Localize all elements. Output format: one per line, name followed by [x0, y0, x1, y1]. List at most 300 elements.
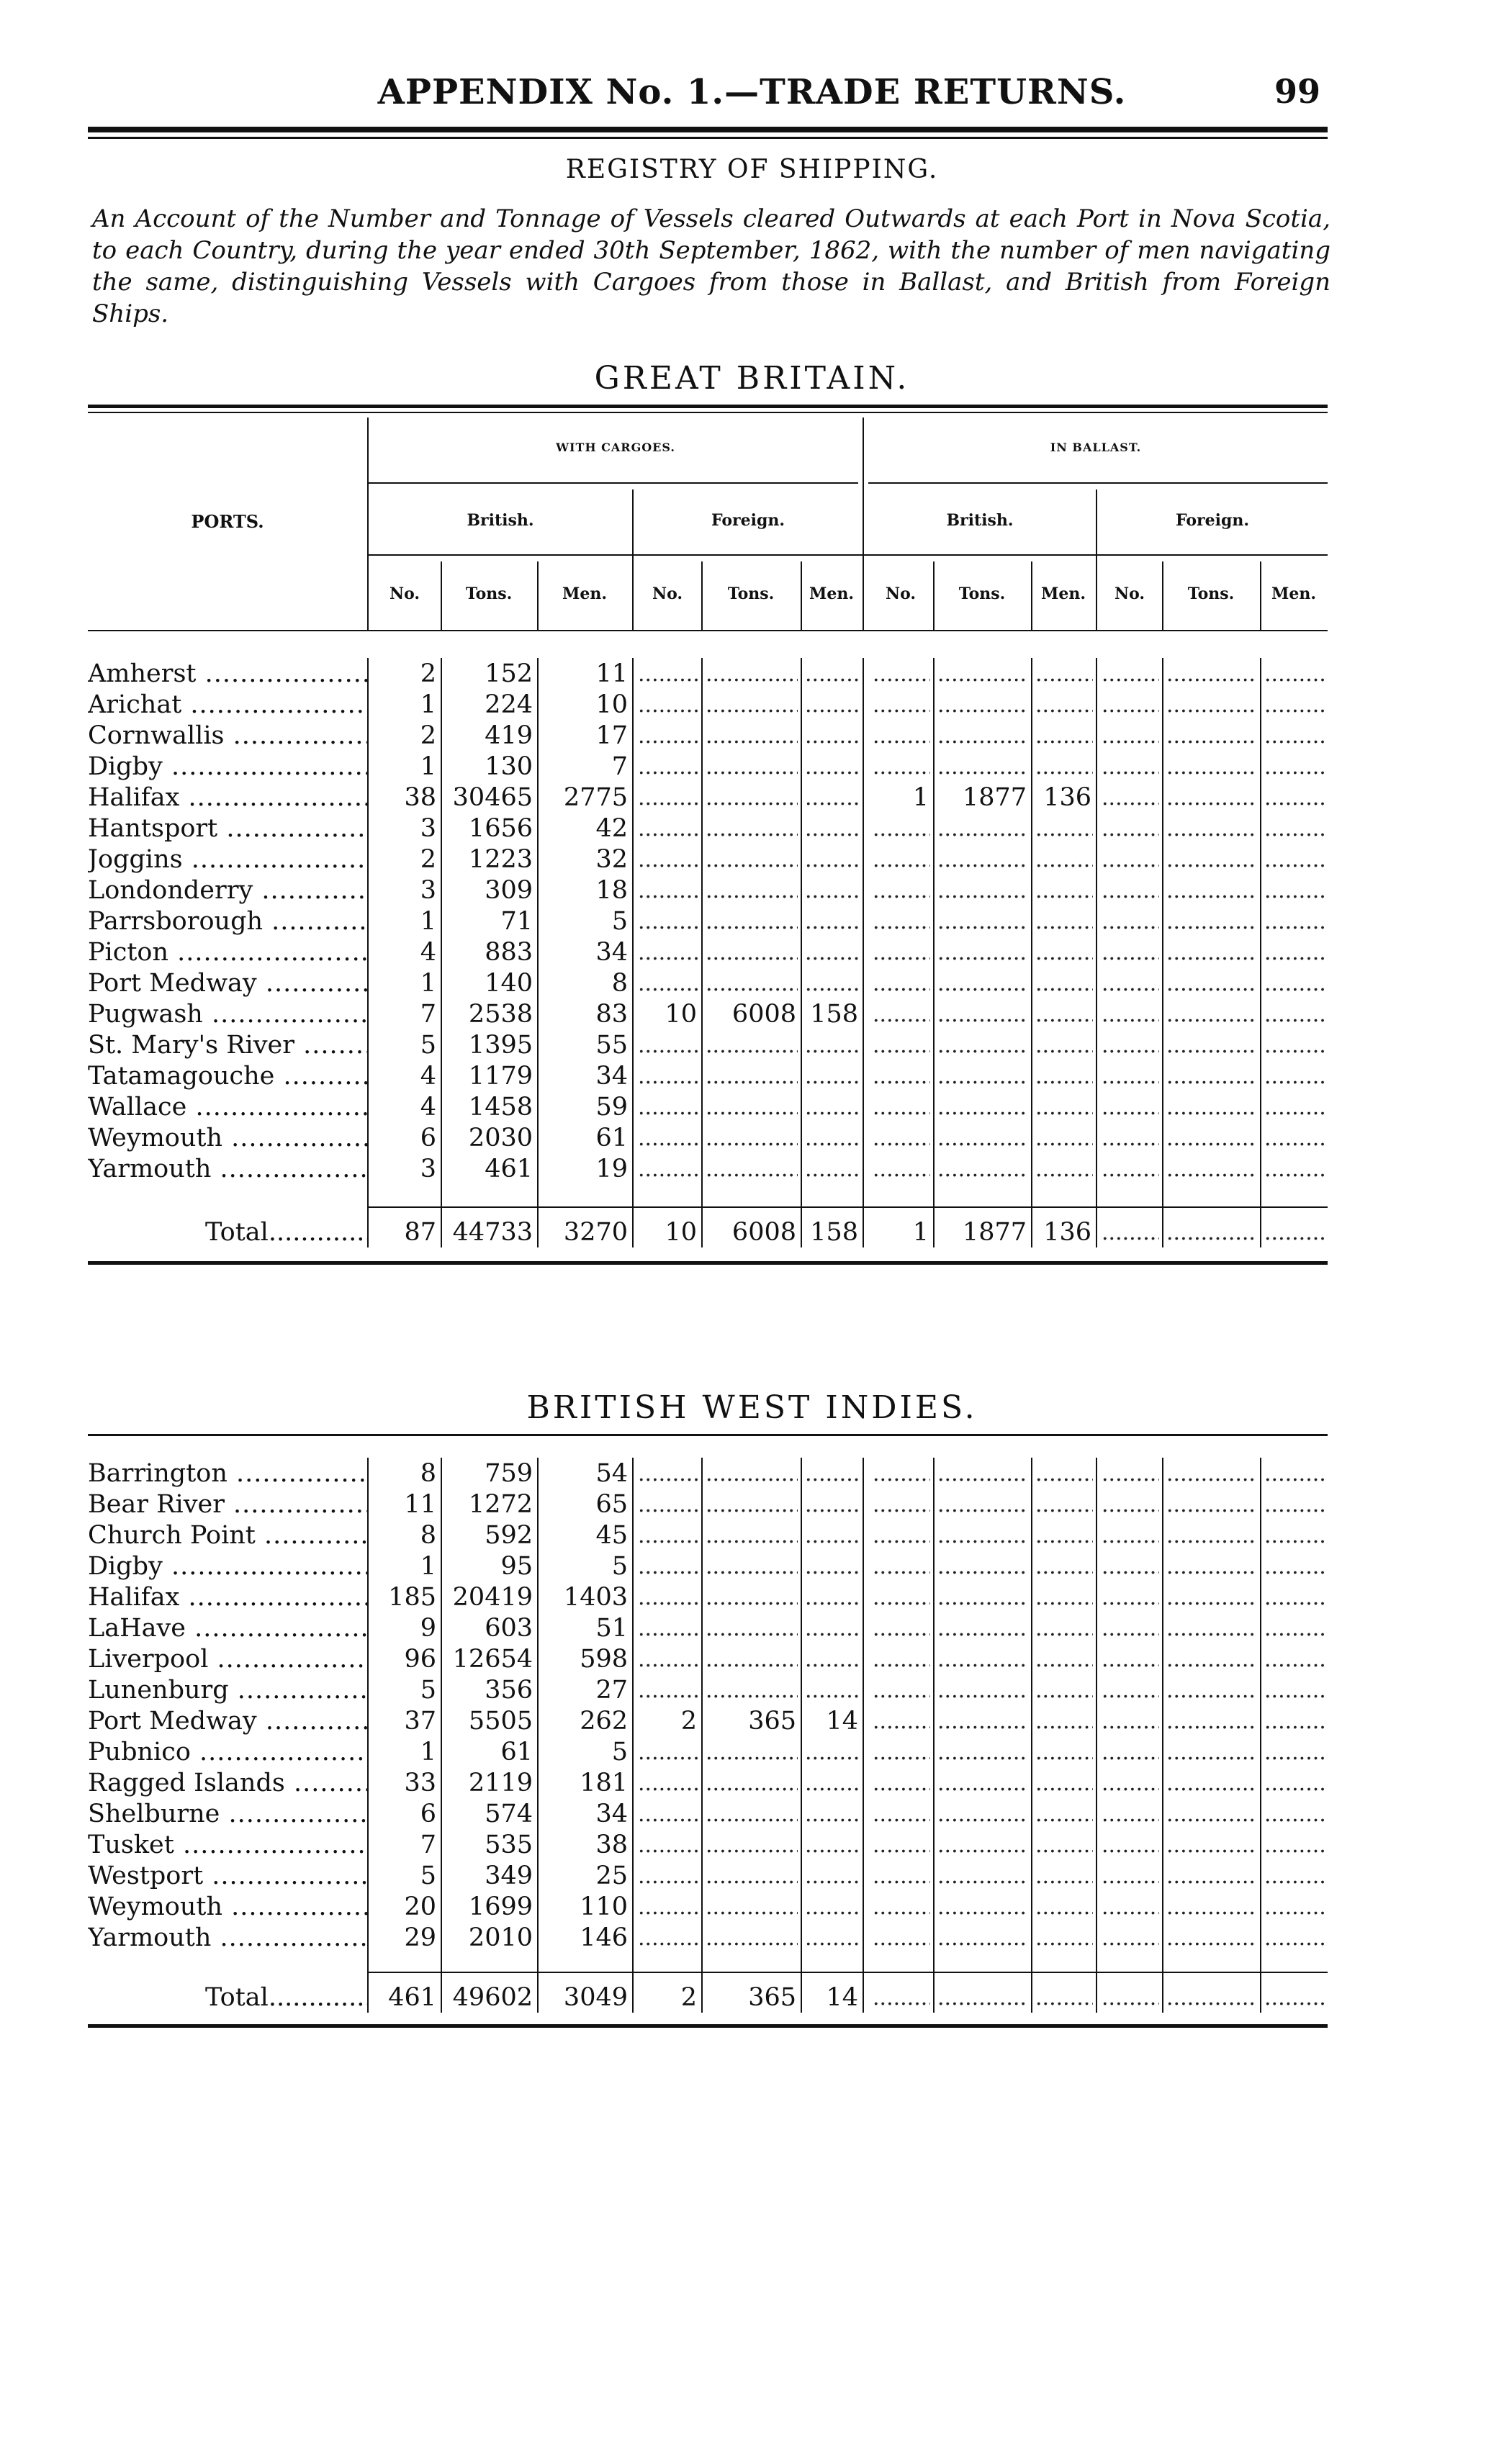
- cell-tons: 140: [485, 969, 533, 998]
- empty-cell-leader: [805, 1153, 860, 1183]
- empty-cell-leader: [638, 751, 698, 781]
- cell-men: 5: [611, 1738, 628, 1766]
- cell-tons: 365: [748, 1707, 796, 1736]
- table-row: [0, 1829, 1504, 1859]
- empty-cell-leader: [1166, 1705, 1257, 1736]
- cell-no: 6: [420, 1124, 436, 1152]
- empty-cell-leader: [1264, 1829, 1325, 1859]
- empty-cell-leader: [1102, 1736, 1159, 1766]
- header-column-rule: [1096, 489, 1097, 630]
- header-rule-thin: [88, 137, 1328, 139]
- cell-men: 34: [595, 938, 628, 967]
- header-bottom-rule: [88, 630, 1328, 631]
- empty-cell-leader: [706, 967, 798, 998]
- empty-cell-leader: [1166, 1982, 1257, 2012]
- empty-cell-leader: [873, 1891, 930, 1921]
- empty-cell-leader: [1166, 1489, 1257, 1519]
- empty-cell-leader: [1166, 1153, 1257, 1183]
- cell-no: 1: [912, 1218, 929, 1247]
- table-row: [0, 906, 1504, 936]
- port-name: Joggins .....: [88, 844, 367, 874]
- cell-men: 18: [595, 876, 628, 905]
- header-cargo-british: British.: [467, 511, 534, 530]
- table-top-rule: [88, 405, 1328, 408]
- empty-cell-leader: [1035, 1153, 1093, 1183]
- empty-cell-leader: [873, 1798, 930, 1828]
- empty-cell-leader: [937, 813, 1028, 843]
- empty-cell-leader: [1264, 1982, 1325, 2012]
- empty-cell-leader: [1035, 1551, 1093, 1581]
- empty-cell-leader: [937, 1091, 1028, 1122]
- empty-cell-leader: [1166, 1612, 1257, 1643]
- empty-cell-leader: [1035, 967, 1093, 998]
- empty-cell-leader: [1035, 1767, 1093, 1797]
- port-name: Digby .....: [88, 751, 367, 781]
- empty-cell-leader: [937, 906, 1028, 936]
- empty-cell-leader: [1035, 1798, 1093, 1828]
- subheader-men: Men.: [1271, 585, 1316, 603]
- cell-tons: 1458: [468, 1093, 533, 1122]
- port-name: Cornwallis .....: [88, 720, 367, 750]
- table-top-rule-thin: [88, 412, 1328, 413]
- header-column-rule: [1162, 561, 1163, 630]
- empty-cell-leader: [937, 875, 1028, 905]
- empty-cell-leader: [706, 1489, 798, 1519]
- cell-no: 1: [420, 907, 436, 936]
- empty-cell-leader: [638, 1520, 698, 1550]
- empty-cell-leader: [638, 1860, 698, 1890]
- empty-cell-leader: [1264, 967, 1325, 998]
- cell-tons: 309: [485, 876, 533, 905]
- cell-no: 2: [680, 1707, 697, 1736]
- empty-cell-leader: [1102, 1458, 1159, 1488]
- empty-cell-leader: [1102, 967, 1159, 998]
- table-row: [0, 1643, 1504, 1674]
- empty-cell-leader: [1264, 782, 1325, 812]
- cell-tons: 30465: [452, 783, 533, 812]
- port-name: Pugwash .....: [88, 998, 367, 1029]
- port-name: St. Mary's River .....: [88, 1029, 367, 1060]
- empty-cell-leader: [805, 1029, 860, 1060]
- cell-tons: 574: [485, 1800, 533, 1828]
- table-row: [0, 967, 1504, 998]
- cell-no: 1: [420, 690, 436, 719]
- cell-no: 11: [404, 1490, 436, 1519]
- cell-no: 4: [420, 938, 436, 967]
- header-column-rule: [441, 561, 442, 630]
- empty-cell-leader: [638, 1029, 698, 1060]
- empty-cell-leader: [706, 1860, 798, 1890]
- cell-men: 3049: [563, 1983, 628, 2012]
- port-name: Londonderry .....: [88, 875, 367, 905]
- table-row: [0, 1520, 1504, 1550]
- empty-cell-leader: [873, 1860, 930, 1890]
- cell-no: 87: [404, 1218, 436, 1247]
- empty-cell-leader: [1035, 1829, 1093, 1859]
- empty-cell-leader: [873, 998, 930, 1029]
- empty-cell-leader: [706, 1798, 798, 1828]
- empty-cell-leader: [1166, 720, 1257, 750]
- empty-cell-leader: [805, 1860, 860, 1890]
- subheader-men: Men.: [809, 585, 854, 603]
- empty-cell-leader: [1166, 1551, 1257, 1581]
- empty-cell-leader: [1102, 1798, 1159, 1828]
- cell-men: 32: [595, 845, 628, 874]
- empty-cell-leader: [937, 1829, 1028, 1859]
- cell-tons: 2538: [468, 1000, 533, 1029]
- empty-cell-leader: [873, 1581, 930, 1612]
- empty-cell-leader: [1264, 689, 1325, 719]
- empty-cell-leader: [1264, 1705, 1325, 1736]
- empty-cell-leader: [873, 1982, 930, 2012]
- cell-men: 83: [595, 1000, 628, 1029]
- empty-cell-leader: [1166, 875, 1257, 905]
- port-name: Weymouth .....: [88, 1891, 367, 1921]
- empty-cell-leader: [638, 844, 698, 874]
- empty-cell-leader: [638, 1798, 698, 1828]
- port-name: Picton .....: [88, 937, 367, 967]
- empty-cell-leader: [1264, 1922, 1325, 1952]
- empty-cell-leader: [638, 875, 698, 905]
- empty-cell-leader: [1264, 844, 1325, 874]
- port-name: Ragged Islands .....: [88, 1767, 367, 1797]
- header-column-rule: [367, 418, 369, 630]
- cell-men: 34: [595, 1062, 628, 1091]
- empty-cell-leader: [1035, 1736, 1093, 1766]
- table-row: [0, 1489, 1504, 1519]
- cell-men: 262: [580, 1707, 628, 1736]
- empty-cell-leader: [1264, 1217, 1325, 1247]
- empty-cell-leader: [706, 844, 798, 874]
- header-column-rule: [1260, 561, 1261, 630]
- header-column-rule: [1031, 561, 1032, 630]
- empty-cell-leader: [706, 1891, 798, 1921]
- empty-cell-leader: [1035, 1489, 1093, 1519]
- empty-cell-leader: [1166, 813, 1257, 843]
- empty-cell-leader: [805, 782, 860, 812]
- table-row: [0, 1029, 1504, 1060]
- port-name: Hantsport .....: [88, 813, 367, 843]
- cell-no: 2: [420, 659, 436, 688]
- cell-men: 8: [611, 969, 628, 998]
- empty-cell-leader: [1102, 720, 1159, 750]
- empty-cell-leader: [1102, 1217, 1159, 1247]
- empty-cell-leader: [638, 1458, 698, 1488]
- cell-no: 10: [665, 1000, 697, 1029]
- empty-cell-leader: [1102, 937, 1159, 967]
- empty-cell-leader: [873, 1643, 930, 1674]
- port-name: Yarmouth .....: [88, 1153, 367, 1183]
- empty-cell-leader: [1102, 689, 1159, 719]
- page-number: 99: [1274, 72, 1321, 111]
- empty-cell-leader: [937, 751, 1028, 781]
- empty-cell-leader: [1102, 1705, 1159, 1736]
- empty-cell-leader: [706, 1153, 798, 1183]
- cell-men: 59: [595, 1093, 628, 1122]
- empty-cell-leader: [873, 1091, 930, 1122]
- cell-men: 51: [595, 1614, 628, 1643]
- empty-cell-leader: [1102, 1122, 1159, 1152]
- empty-cell-leader: [1166, 1520, 1257, 1550]
- cell-tons: 61: [500, 1738, 533, 1766]
- empty-cell-leader: [1102, 1674, 1159, 1705]
- table-row: [0, 1798, 1504, 1828]
- empty-cell-leader: [1166, 1674, 1257, 1705]
- empty-cell-leader: [1264, 1458, 1325, 1488]
- empty-cell-leader: [1264, 1891, 1325, 1921]
- empty-cell-leader: [937, 1612, 1028, 1643]
- empty-cell-leader: [638, 1736, 698, 1766]
- cell-tons: 6008: [731, 1000, 796, 1029]
- empty-cell-leader: [1102, 1891, 1159, 1921]
- empty-cell-leader: [873, 1736, 930, 1766]
- empty-cell-leader: [805, 1767, 860, 1797]
- table-row: [0, 1891, 1504, 1921]
- empty-cell-leader: [1035, 937, 1093, 967]
- empty-cell-leader: [805, 967, 860, 998]
- cell-tons: 592: [485, 1521, 533, 1550]
- empty-cell-leader: [638, 1829, 698, 1859]
- table-row: [0, 1581, 1504, 1612]
- empty-cell-leader: [638, 720, 698, 750]
- port-name: Port Medway .....: [88, 1705, 367, 1736]
- empty-cell-leader: [1035, 1982, 1093, 2012]
- empty-cell-leader: [1166, 751, 1257, 781]
- table-row: [0, 1767, 1504, 1797]
- cell-men: 55: [595, 1031, 628, 1060]
- empty-cell-leader: [1264, 998, 1325, 1029]
- cell-tons: 2030: [468, 1124, 533, 1152]
- empty-cell-leader: [937, 1551, 1028, 1581]
- cell-men: 5: [611, 1552, 628, 1581]
- intro-paragraph: An Account of the Number and Tonnage of Vessels cleared Outwards at each Port in Nova Scotia, to each Country, during the year ended 30th September, 1862, with the number of men navigating the same, distinguishing Vessels with Cargoes from those in Ballast, and British from Foreign Ships.: [92, 204, 1330, 328]
- cell-no: 2: [420, 845, 436, 874]
- empty-cell-leader: [937, 689, 1028, 719]
- empty-cell-leader: [1264, 937, 1325, 967]
- empty-cell-leader: [1035, 1860, 1093, 1890]
- empty-cell-leader: [1102, 813, 1159, 843]
- empty-cell-leader: [873, 1060, 930, 1091]
- empty-cell-leader: [1264, 1153, 1325, 1183]
- cell-no: 96: [404, 1645, 436, 1674]
- cell-tons: 461: [485, 1155, 533, 1183]
- header-rule: [88, 127, 1328, 132]
- empty-cell-leader: [1264, 1798, 1325, 1828]
- empty-cell-leader: [1166, 1891, 1257, 1921]
- empty-cell-leader: [1264, 906, 1325, 936]
- empty-cell-leader: [805, 875, 860, 905]
- header-ballast-british: British.: [946, 511, 1014, 530]
- header-column-rule: [801, 561, 802, 630]
- empty-cell-leader: [1102, 1829, 1159, 1859]
- cell-men: 158: [810, 1000, 858, 1029]
- empty-cell-leader: [1035, 906, 1093, 936]
- cell-no: 8: [420, 1521, 436, 1550]
- empty-cell-leader: [1166, 1860, 1257, 1890]
- empty-cell-leader: [1035, 1458, 1093, 1488]
- empty-cell-leader: [706, 1520, 798, 1550]
- empty-cell-leader: [638, 1489, 698, 1519]
- total-rule: [367, 1206, 1328, 1208]
- cell-no: 3: [420, 814, 436, 843]
- empty-cell-leader: [937, 1520, 1028, 1550]
- empty-cell-leader: [805, 751, 860, 781]
- table-bottom-rule: [88, 2024, 1328, 2028]
- empty-cell-leader: [805, 1674, 860, 1705]
- empty-cell-leader: [1102, 1612, 1159, 1643]
- cell-no: 4: [420, 1062, 436, 1091]
- cell-men: 136: [1043, 783, 1091, 812]
- empty-cell-leader: [805, 1520, 860, 1550]
- table-row: [0, 998, 1504, 1029]
- empty-cell-leader: [1166, 658, 1257, 688]
- empty-cell-leader: [706, 689, 798, 719]
- cell-tons: 130: [485, 752, 533, 781]
- cell-tons: 1877: [962, 1218, 1027, 1247]
- empty-cell-leader: [1166, 689, 1257, 719]
- empty-cell-leader: [638, 689, 698, 719]
- empty-cell-leader: [706, 1458, 798, 1488]
- empty-cell-leader: [638, 658, 698, 688]
- cell-men: 181: [580, 1769, 628, 1797]
- empty-cell-leader: [1264, 1643, 1325, 1674]
- table-row: [0, 813, 1504, 843]
- empty-cell-leader: [1035, 1922, 1093, 1952]
- cell-tons: 2010: [468, 1923, 533, 1952]
- empty-cell-leader: [1035, 875, 1093, 905]
- empty-cell-leader: [638, 1767, 698, 1797]
- empty-cell-leader: [1264, 1060, 1325, 1091]
- empty-cell-leader: [805, 906, 860, 936]
- empty-cell-leader: [1102, 751, 1159, 781]
- header-column-rule: [863, 418, 864, 630]
- empty-cell-leader: [1264, 658, 1325, 688]
- table-row: [0, 782, 1504, 812]
- empty-cell-leader: [706, 1829, 798, 1859]
- table-row: [0, 1091, 1504, 1122]
- empty-cell-leader: [1166, 1029, 1257, 1060]
- cell-tons: 603: [485, 1614, 533, 1643]
- empty-cell-leader: [1264, 1767, 1325, 1797]
- subheader-tons: Tons.: [727, 585, 775, 603]
- empty-cell-leader: [1264, 1736, 1325, 1766]
- empty-cell-leader: [1035, 1674, 1093, 1705]
- cell-men: 25: [595, 1861, 628, 1890]
- port-name: Shelburne .....: [88, 1798, 367, 1828]
- empty-cell-leader: [1035, 813, 1093, 843]
- cell-no: 2: [420, 721, 436, 750]
- empty-cell-leader: [1102, 1153, 1159, 1183]
- port-name: LaHave .....: [88, 1612, 367, 1643]
- table-row: [0, 1122, 1504, 1152]
- header-column-rule: [933, 561, 935, 630]
- empty-cell-leader: [805, 813, 860, 843]
- cell-tons: 349: [485, 1861, 533, 1890]
- empty-cell-leader: [1035, 844, 1093, 874]
- empty-cell-leader: [1264, 1674, 1325, 1705]
- cell-no: 20: [404, 1892, 436, 1921]
- port-name: Tusket .....: [88, 1829, 367, 1859]
- empty-cell-leader: [1102, 1091, 1159, 1122]
- cell-no: 185: [388, 1583, 436, 1612]
- empty-cell-leader: [706, 937, 798, 967]
- empty-cell-leader: [805, 1458, 860, 1488]
- cell-men: 61: [595, 1124, 628, 1152]
- empty-cell-leader: [638, 1612, 698, 1643]
- empty-cell-leader: [638, 906, 698, 936]
- table-row: [0, 1060, 1504, 1091]
- empty-cell-leader: [805, 1922, 860, 1952]
- empty-cell-leader: [706, 1551, 798, 1581]
- empty-cell-leader: [1166, 844, 1257, 874]
- empty-cell-leader: [1102, 1520, 1159, 1550]
- empty-cell-leader: [1035, 1091, 1093, 1122]
- header-with-cargoes: WITH CARGOES.: [556, 441, 675, 454]
- total-label: Total .....: [205, 1217, 367, 1247]
- cell-tons: 356: [485, 1676, 533, 1705]
- section-title-british-west-indies: BRITISH WEST INDIES.: [526, 1389, 978, 1426]
- header-column-rule: [537, 561, 539, 630]
- empty-cell-leader: [873, 1551, 930, 1581]
- empty-cell-leader: [873, 1489, 930, 1519]
- total-rule: [367, 1972, 1328, 1973]
- cell-tons: 5505: [468, 1707, 533, 1736]
- port-name: Digby .....: [88, 1551, 367, 1581]
- cell-men: 17: [595, 721, 628, 750]
- empty-cell-leader: [638, 1122, 698, 1152]
- port-name: Liverpool .....: [88, 1643, 367, 1674]
- empty-cell-leader: [1102, 782, 1159, 812]
- table-row: [0, 1458, 1504, 1488]
- cell-tons: 44733: [452, 1218, 533, 1247]
- empty-cell-leader: [873, 720, 930, 750]
- cell-men: 14: [826, 1983, 858, 2012]
- empty-cell-leader: [1264, 813, 1325, 843]
- cell-men: 1403: [563, 1583, 628, 1612]
- empty-cell-leader: [638, 937, 698, 967]
- empty-cell-leader: [638, 1091, 698, 1122]
- port-name: Arichat .....: [88, 689, 367, 719]
- header-rule-groups: [369, 554, 1328, 556]
- cell-men: 146: [580, 1923, 628, 1952]
- cell-no: 8: [420, 1459, 436, 1488]
- empty-cell-leader: [1102, 844, 1159, 874]
- cell-men: 158: [810, 1218, 858, 1247]
- cell-no: 4: [420, 1093, 436, 1122]
- empty-cell-leader: [873, 937, 930, 967]
- empty-cell-leader: [937, 937, 1028, 967]
- cell-tons: 1877: [962, 783, 1027, 812]
- empty-cell-leader: [937, 1705, 1028, 1736]
- empty-cell-leader: [937, 998, 1028, 1029]
- cell-men: 2775: [563, 783, 628, 812]
- cell-tons: 419: [485, 721, 533, 750]
- empty-cell-leader: [1102, 1922, 1159, 1952]
- cell-no: 3: [420, 1155, 436, 1183]
- empty-cell-leader: [1035, 1520, 1093, 1550]
- table-row: [0, 1674, 1504, 1705]
- empty-cell-leader: [873, 689, 930, 719]
- empty-cell-leader: [873, 906, 930, 936]
- empty-cell-leader: [1035, 1581, 1093, 1612]
- cell-tons: 1223: [468, 845, 533, 874]
- empty-cell-leader: [873, 751, 930, 781]
- empty-cell-leader: [1102, 1489, 1159, 1519]
- header-rule-ballast: [868, 482, 1328, 484]
- empty-cell-leader: [1166, 1798, 1257, 1828]
- cell-no: 33: [404, 1769, 436, 1797]
- empty-cell-leader: [1102, 1643, 1159, 1674]
